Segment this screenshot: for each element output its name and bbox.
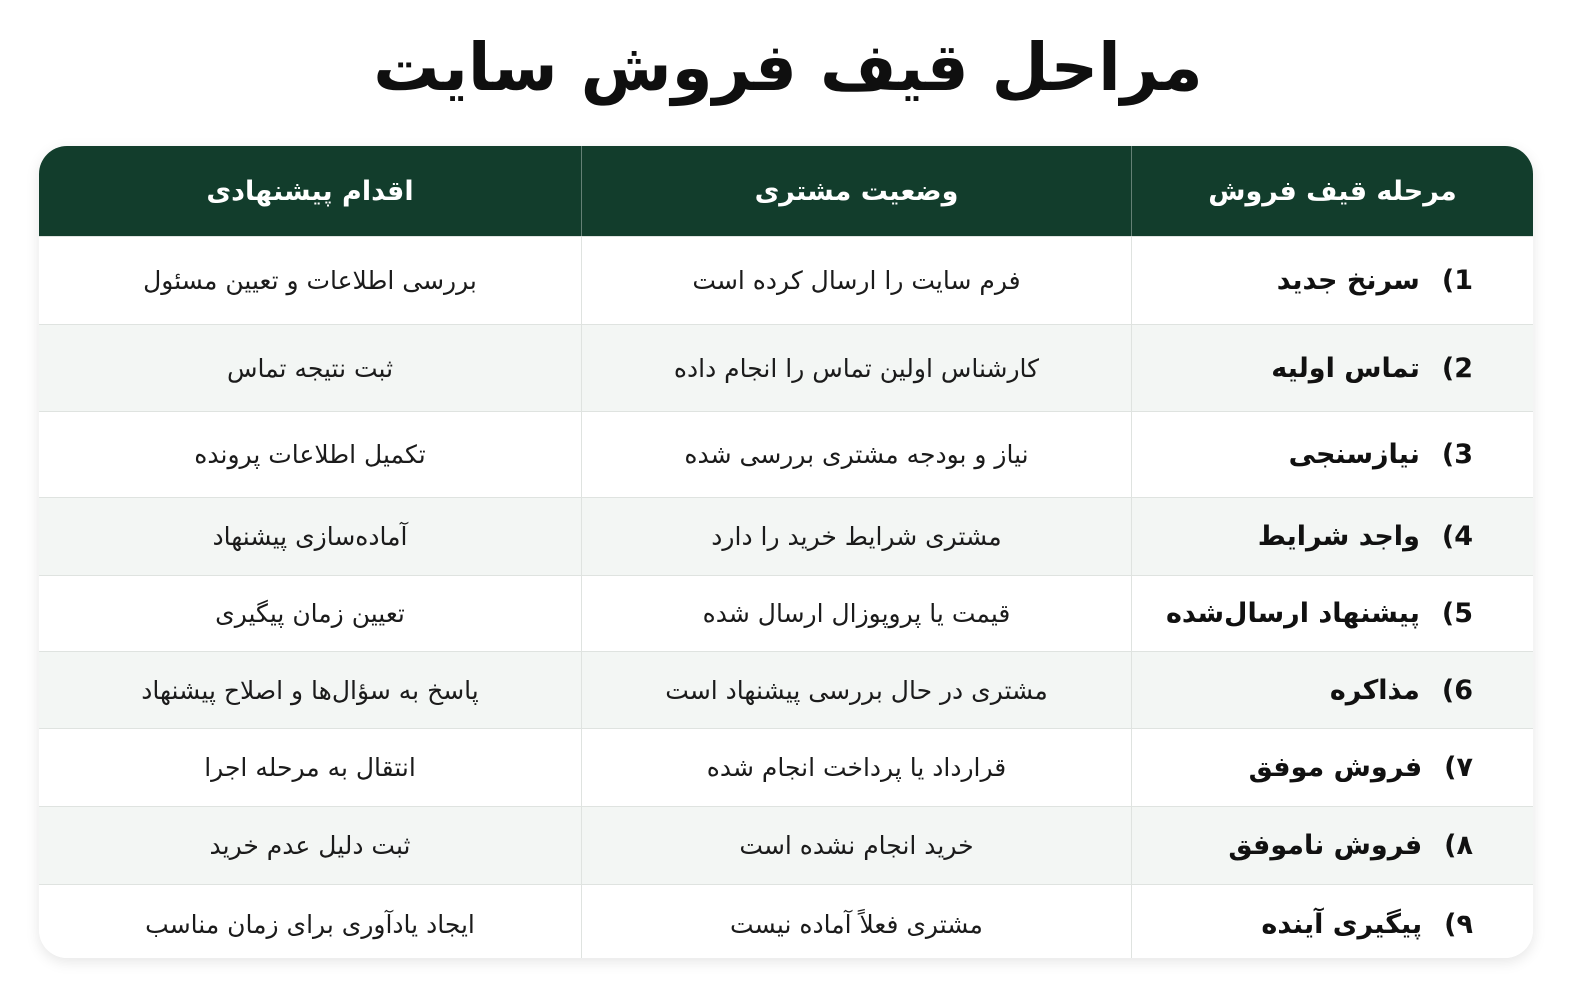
action-cell: تکمیل اطلاعات پرونده — [194, 440, 426, 469]
action-cell: آماده‌سازی پیشنهاد — [212, 522, 408, 551]
table-body — [39, 236, 1533, 958]
stage-number: 2) — [1441, 352, 1473, 384]
action-cell: پاسخ به سؤال‌ها و اصلاح پیشنهاد — [141, 675, 479, 705]
stage-number: ۷) — [1444, 752, 1473, 783]
stage-number: 1) — [1441, 265, 1473, 296]
status-cell: مشتری در حال بررسی پیشنهاد است — [581, 652, 1131, 728]
status-cell: فرم سایت را ارسال کرده است — [581, 237, 1131, 324]
stage-label: واجد شرایط — [1257, 521, 1420, 552]
action-cell: انتقال به مرحله اجرا — [204, 753, 416, 782]
stage-label: فروش موفق — [1248, 752, 1423, 783]
stage-cell — [1131, 237, 1533, 324]
status-cell: نیاز و بودجه مشتری بررسی شده — [581, 412, 1131, 497]
stage-cell — [1131, 652, 1533, 728]
stage-cell — [1131, 576, 1533, 651]
stage-cell — [1131, 498, 1533, 575]
table-row — [39, 497, 1533, 575]
header-stage: مرحله قیف فروش — [1131, 146, 1533, 236]
stage-cell — [1131, 885, 1533, 958]
table-row — [39, 651, 1533, 728]
table-row — [39, 411, 1533, 497]
stage-number: 4) — [1441, 521, 1473, 552]
stage-label: مذاکره — [1329, 674, 1420, 706]
stage-cell — [1131, 729, 1533, 806]
status-cell: مشتری فعلاً آماده نیست — [581, 885, 1131, 958]
header-action: اقدام پیشنهادی — [206, 175, 414, 207]
stage-number: 5) — [1441, 598, 1473, 629]
status-cell: قرارداد یا پرداخت انجام شده — [581, 729, 1131, 806]
action-cell: ایجاد یادآوری برای زمان مناسب — [145, 910, 475, 939]
sales-funnel-table — [39, 146, 1533, 958]
header-status: وضعیت مشتری — [581, 146, 1131, 236]
table-row — [39, 324, 1533, 411]
stage-cell — [1131, 807, 1533, 884]
stage-label: پیگیری آینده — [1261, 909, 1423, 940]
table-header-row — [39, 146, 1533, 236]
stage-label: نیازسنجی — [1288, 439, 1420, 470]
page-title: مراحل قیف فروش سایت — [373, 29, 1203, 106]
stage-cell — [1131, 412, 1533, 497]
stage-label: پیشنهاد ارسال‌شده — [1165, 598, 1420, 629]
table-row — [39, 728, 1533, 806]
action-cell: ثبت نتیجه تماس — [226, 353, 394, 383]
action-cell: بررسی اطلاعات و تعیین مسئول — [143, 266, 477, 295]
stage-number: 6) — [1441, 674, 1473, 706]
status-cell: مشتری شرایط خرید را دارد — [581, 498, 1131, 575]
stage-label: تماس اولیه — [1271, 352, 1420, 384]
status-cell: خرید انجام نشده است — [581, 807, 1131, 884]
stage-cell — [1131, 325, 1533, 411]
stage-number: ۹) — [1444, 909, 1473, 940]
status-cell: کارشناس اولین تماس را انجام داده — [581, 325, 1131, 411]
table-row — [39, 806, 1533, 884]
table-row — [39, 236, 1533, 324]
action-cell: تعیین زمان پیگیری — [215, 599, 405, 628]
status-cell: قیمت یا پروپوزال ارسال شده — [581, 576, 1131, 651]
stage-number: ۸) — [1444, 830, 1473, 861]
action-cell: ثبت دلیل عدم خرید — [209, 831, 411, 860]
stage-label: فروش ناموفق — [1228, 830, 1423, 861]
stage-number: 3) — [1441, 439, 1473, 470]
table-row — [39, 884, 1533, 958]
table-row — [39, 575, 1533, 651]
stage-label: سرنخ جدید — [1276, 265, 1420, 296]
